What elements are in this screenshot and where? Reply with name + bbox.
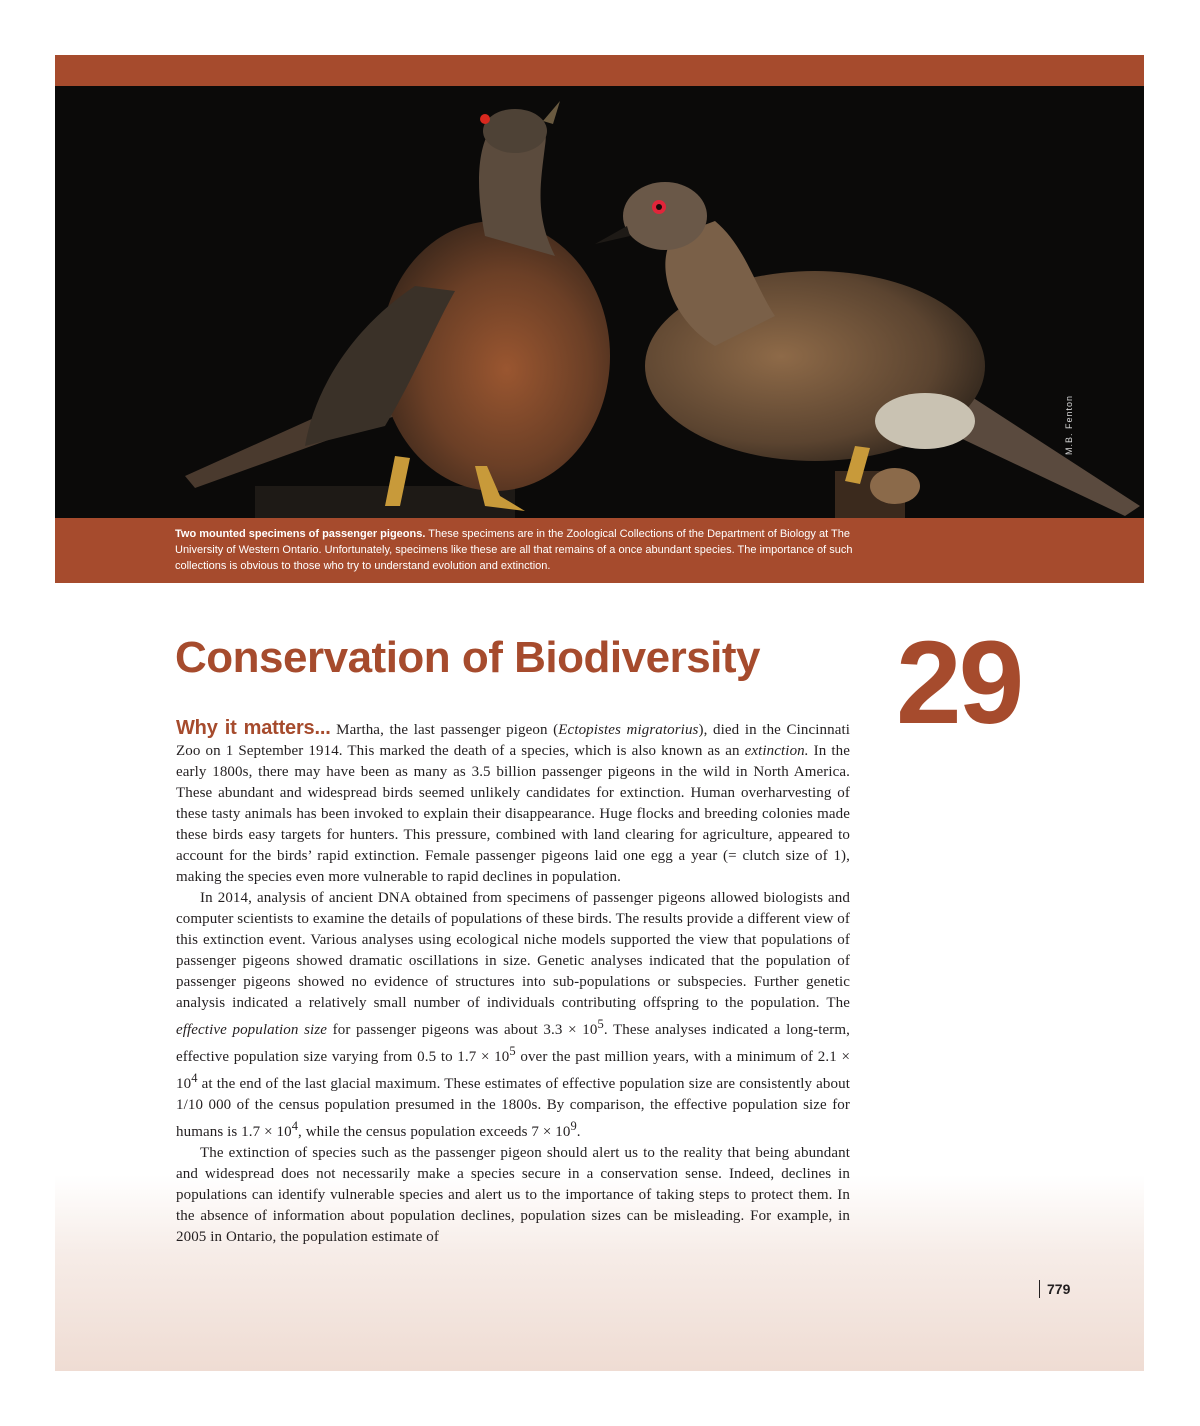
why-it-matters-heading: Why it matters... <box>176 717 331 739</box>
chapter-number: 29 <box>896 617 1022 749</box>
text-run: , while the census population exceeds 7 × 10 <box>298 1124 571 1140</box>
text-run: for passenger pigeons was about 3.3 × 10 <box>327 1022 598 1038</box>
text-run: . These analyses indicated a long-term, effective population size varying from 0.5 to 1.7 × 10 <box>176 1022 850 1065</box>
paragraph-1 <box>176 718 850 888</box>
passenger-pigeons-photo <box>55 86 1144 518</box>
text-run: In the early 1800s, there may have been as many as 3.5 billion passenger pigeons in the wild in North America. These abundant and widespread birds seemed unlikely candidates for extinction. Human overharvesting of these tasty animals has been invoked to explain their disappearance. Huge flocks and breeding colonies made these birds easy targets for hunters. This pressure, combined with land clearing for agriculture, appeared to account for the birds’ rapid extinction. Female passenger pigeons laid one egg a year (= clutch size of 1), making the species even more vulnerable to rapid declines in population. <box>176 743 850 885</box>
term-extinction: extinction. <box>744 743 809 759</box>
exponent: 5 <box>509 1044 516 1058</box>
page-number-rule <box>1039 1280 1040 1298</box>
exponent: 5 <box>597 1017 604 1031</box>
text-run: Martha, the last passenger pigeon ( <box>330 722 559 738</box>
text-run: In 2014, analysis of ancient DNA obtained from specimens of passenger pigeons allowed biologists and computer scientists to examine the details of populations of these birds. The results provide a different view of this extinction event. Various analyses using ecological niche models supported the view that populations of passenger pigeons showed dramatic oscillations in size. Genetic analyses indicated that the population of passenger pigeons showed no evidence of structures into sub-populations or subspecies. Further genetic analysis indicated a relatively small number of individuals contributing offspring to the population. The <box>176 890 850 1011</box>
text-run: over the past million years, with a minimum of 2.1 × 10 <box>176 1049 851 1092</box>
page-number: 779 <box>1047 1281 1071 1297</box>
exponent: 9 <box>570 1119 577 1133</box>
exponent: 4 <box>191 1071 198 1085</box>
header-band <box>55 55 1144 86</box>
paragraph-2 <box>176 888 850 1143</box>
chapter-title: Conservation of Biodiversity <box>175 633 761 682</box>
exponent: 4 <box>291 1119 299 1133</box>
caption-text: These specimens are in the Zoological Collections of the Department of Biology at The University of Western Ontario. Unfortunately, specimens like these are all that remains of a once abundant species. The importance of such collections is obvious to those who try to understand evolution and extinction. <box>175 528 853 572</box>
photo-credit: M.B. Fenton <box>1064 394 1074 455</box>
paragraph-3: The extinction of species such as the passenger pigeon should alert us to the reality that being abundant and widespread does not necessarily make a species secure in a conservation sense. Indeed, declines in populations can identify vulnerable species and alert us to the importance of taking steps to protect them. In the absence of information about population declines, population sizes can be misleading. For example, in 2005 in Ontario, the population estimate of <box>176 1145 850 1245</box>
text-run: . <box>576 1124 581 1140</box>
text-run: ), died in the Cincinnati Zoo on 1 September 1914. This marked the death of a species, which is also known as an <box>176 722 851 759</box>
chapter-body <box>176 718 850 1248</box>
term-effective-population-size: effective population size <box>176 1022 328 1038</box>
figure-caption <box>175 526 865 574</box>
caption-title: Two mounted specimens of passenger pigeons. <box>175 528 426 540</box>
species-name: Ectopistes migratorius <box>558 722 699 738</box>
text-run: at the end of the last glacial maximum. These estimates of effective population size are consistently about 1/10 000 of the census population presumed in the 1800s. By comparison, the effective population size for humans is 1.7 × 10 <box>176 1076 850 1140</box>
